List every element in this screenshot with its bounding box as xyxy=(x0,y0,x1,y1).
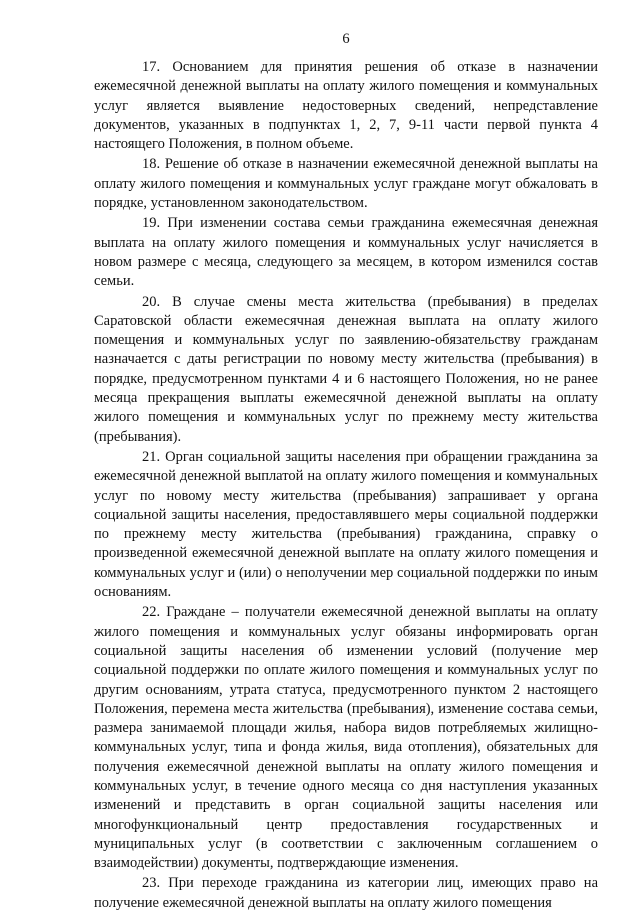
paragraph-20: 20. В случае смены места жительства (пребывания) в пределах Саратовской области ежемесячная денежная выплата на оплату жилого помещения и коммунальных услуг по заявлению-обязательству гражданам назначается с даты регистрации по новому месту жительства (пребывания) в порядке, предусмотренном пунктами 4 и 6 настоящего Положения, но не ранее месяца прекращения выплаты ежемесячной денежной выплаты на оплату жилого помещения и коммунальных услуг по прежнему месту жительства (пребывания). xyxy=(94,293,598,445)
paragraph-21: 21. Орган социальной защиты населения при обращении гражданина за ежемесячной денежной выплатой на оплату жилого помещения и коммунальных услуг по новому месту жительства (пребывания) запрашивает у органа социальной защиты населения, предоставлявшего меры социальной поддержки по прежнему месту жительства (пребывания) гражданина, справку о произведенной ежемесячной денежной выплате на оплату жилого помещения и коммунальных услуг и (или) о неполучении мер социальной поддержки по иным основаниям. xyxy=(94,448,598,601)
paragraph-23: 23. При переходе гражданина из категории лиц, имеющих право на получение ежемесячной денежной выплаты на оплату жилого помещения xyxy=(94,875,598,911)
page-number: 6 xyxy=(342,31,350,47)
paragraph-19: 19. При изменении состава семьи гражданина ежемесячная денежная выплата на оплату жилого помещения и коммунальных услуг начисляется в новом размере с месяца, следующего за месяцем, в котором изменился состав семьи. xyxy=(94,215,598,290)
paragraph-17: 17. Основанием для принятия решения об отказе в назначении ежемесячной денежной выплаты на оплату жилого помещения и коммунальных услуг является выявление недостоверных сведений, непредставление документов, указанных в подпунктах 1, 2, 7, 9-11 части первой пункта 4 настоящего Положения, в полном объеме. xyxy=(94,59,598,153)
paragraph-18: 18. Решение об отказе в назначении ежемесячной денежной выплаты на оплату жилого помещения и коммунальных услуг граждане могут обжаловать в порядке, установленном законодательством. xyxy=(94,156,598,212)
paragraph-22: 22. Граждане – получатели ежемесячной денежной выплаты на оплату жилого помещения и коммунальных услуг обязаны информировать орган социальной защиты населения об изменении условий (получение мер социальной поддержки по оплате жилого помещения и коммунальных услуг по другим основаниям, утрата статуса, предусмотренного пунктом 2 настоящего Положения, перемена места жительства (пребывания), изменение состава семьи, размера занимаемой площади жилья, набора видов потребляемых жилищно-коммунальных услуг, типа и фонда жилья, вида отопления), обязательных для получения ежемесячной денежной выплаты на оплату жилого помещения и коммунальных услуг, в течение одного месяца со дня наступления указанных изменений и представить в орган социальной защиты населения или многофункциональный центр предоставления государственных и муниципальных услуг (в соответствии с заключенным соглашением о взаимодействии) документы, подтверждающие изменения. xyxy=(94,604,598,872)
